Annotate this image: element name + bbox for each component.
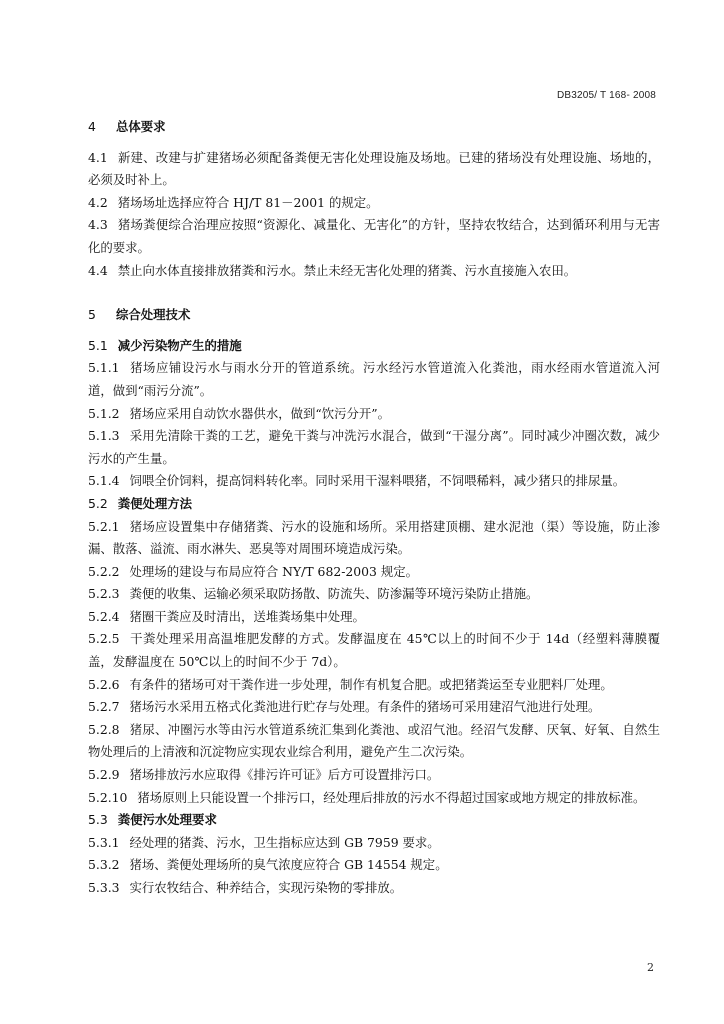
document-body — [88, 116, 660, 900]
clause-number: 5.2.1 — [88, 518, 120, 534]
subsection-title: 粪便处理方法 — [117, 495, 193, 511]
clause — [88, 764, 660, 787]
clause — [88, 719, 660, 764]
subsection-number: 5.1 — [88, 337, 108, 353]
clause — [88, 470, 660, 493]
clause-number: 4.1 — [88, 149, 108, 165]
clause-text: 实行农牧结合、种养结合，实现污染物的零排放。 — [129, 880, 403, 895]
clause-number: 5.2.4 — [88, 608, 120, 624]
clause-text: 新建、改建与扩建猪场必须配备粪便无害化处理设施及场地。已建的猪场没有处理设施、场地的，必须及时补上。 — [88, 149, 660, 188]
clause-text: 猪尿、冲圈污水等由污水管道系统汇集到化粪池、或沼气池。经沼气发酵、厌氧、好氧、自然生物处理后的上清液和沉淀物应实现农业综合利用，避免产生二次污染。 — [88, 721, 660, 760]
clause — [88, 832, 660, 855]
clause — [88, 516, 660, 561]
clause-text: 粪便的收集、运输必须采取防扬散、防流失、防渗漏等环境污染防止措施。 — [129, 586, 539, 602]
section-title: 综合处理技术 — [116, 307, 191, 323]
clause-number: 5.3.1 — [88, 834, 120, 850]
subsection-title: 减少污染物产生的措施 — [117, 337, 242, 353]
clause — [88, 561, 660, 584]
clause — [88, 147, 660, 192]
clause-number: 5.3.2 — [88, 857, 120, 873]
clause-number: 4.3 — [88, 217, 108, 233]
clause-number: 5.2.5 — [88, 631, 120, 647]
subsection-heading — [88, 493, 660, 516]
subsection-number: 5.3 — [88, 812, 108, 828]
clause-number: 4.2 — [88, 194, 108, 210]
clause-text: 经处理的猪粪、污水，卫生指标应达到 GB 7959 要求。 — [129, 834, 440, 850]
clause — [88, 787, 660, 810]
section-heading — [88, 116, 660, 139]
document-code: DB3205/ T 168- 2008 — [556, 90, 656, 101]
clause-number: 5.1.3 — [88, 428, 120, 444]
clause — [88, 357, 660, 402]
section-title: 总体要求 — [116, 119, 166, 134]
clause-text: 猪场场址选择应符合 HJ/T 81－2001 的规定。 — [117, 194, 379, 210]
clause-text: 有条件的猪场可对干粪作进一步处理，制作有机复合肥。或把猪粪运至专业肥料厂处理。 — [129, 676, 613, 692]
clause — [88, 854, 660, 877]
clause-number: 5.2.9 — [88, 767, 120, 783]
clause-text: 猪圈干粪应及时清出，送堆粪场集中处理。 — [129, 608, 365, 624]
clause — [88, 877, 660, 900]
subsection-heading — [88, 335, 660, 358]
clause-number: 5.2.10 — [88, 789, 128, 805]
clause-text: 饲喂全价饲料，提高饲料转化率。同时采用干湿料喂猪，不饲喂稀料，减少猪只的排尿量。 — [129, 473, 626, 489]
subsection-heading — [88, 809, 660, 832]
clause — [88, 606, 660, 629]
clause-text: 猪场排放污水应取得《排污许可证》后方可设置排污口。 — [129, 767, 440, 783]
clause-number: 5.2.2 — [88, 563, 120, 579]
subsection-number: 5.2 — [88, 495, 108, 511]
clause-number: 5.3.3 — [88, 880, 120, 895]
clause-text: 猪场应设置集中存储猪粪、污水的设施和场所。采用搭建顶棚、建水泥池（渠）等设施，防止渗漏、散落、溢流、雨水淋失、恶臭等对周围环境造成污染。 — [88, 518, 660, 557]
clause-text: 猪场污水采用五格式化粪池进行贮存与处理。有条件的猪场可采用建沼气池进行处理。 — [129, 699, 601, 715]
clause-text: 猪场应铺设污水与雨水分开的管道系统。污水经污水管道流入化粪池，雨水经雨水管道流入河道，做到“雨污分流”。 — [88, 360, 660, 398]
clause-number: 4.4 — [88, 262, 108, 278]
clause-number: 5.2.6 — [88, 676, 120, 692]
clause — [88, 583, 660, 606]
clause — [88, 674, 660, 697]
subsection-title: 粪便污水处理要求 — [117, 812, 217, 828]
section-number: 4 — [88, 119, 96, 134]
clause-number: 5.1.4 — [88, 473, 120, 489]
clause-text: 采用先清除干粪的工艺，避免干粪与冲洗污水混合，做到“干湿分离”。同时减少冲圈次数，减少污水的产生量。 — [88, 428, 660, 466]
clause-text: 猪场原则上只能设置一个排污口，经处理后排放的污水不得超过国家或地方规定的排放标准。 — [137, 789, 646, 805]
clause-number: 5.2.8 — [88, 721, 120, 737]
clause-text: 猪场应采用自动饮水器供水，做到“饮污分开”。 — [129, 405, 391, 421]
section-number: 5 — [88, 307, 96, 323]
clause — [88, 628, 660, 673]
clause-text: 猪场粪便综合治理应按照“资源化、减量化、无害化”的方针，坚持农牧结合，达到循环利用与无害化的要求。 — [88, 217, 660, 255]
clause-text: 猪场、粪便处理场所的臭气浓度应符合 GB 14554 规定。 — [129, 857, 448, 873]
clause — [88, 425, 660, 470]
clause — [88, 192, 660, 215]
clause — [88, 403, 660, 426]
clause-number: 5.2.3 — [88, 586, 120, 602]
clause-text: 禁止向水体直接排放猪粪和污水。禁止未经无害化处理的猪粪、污水直接施入农田。 — [117, 262, 577, 278]
clause-number: 5.2.7 — [88, 699, 120, 715]
clause — [88, 214, 660, 259]
clause-text: 处理场的建设与布局应符合 NY/T 682-2003 规定。 — [129, 563, 419, 579]
clause-text: 干粪处理采用高温堆肥发酵的方式。发酵温度在 45℃以上的时间不少于 14d（经塑料薄膜覆盖，发酵温度在 50℃以上的时间不少于 7d）。 — [88, 631, 660, 670]
clause-number: 5.1.1 — [88, 360, 120, 376]
section-heading — [88, 304, 660, 327]
clause — [88, 696, 660, 719]
clause-number: 5.1.2 — [88, 405, 120, 421]
page-number: 2 — [647, 961, 654, 974]
clause — [88, 260, 660, 283]
